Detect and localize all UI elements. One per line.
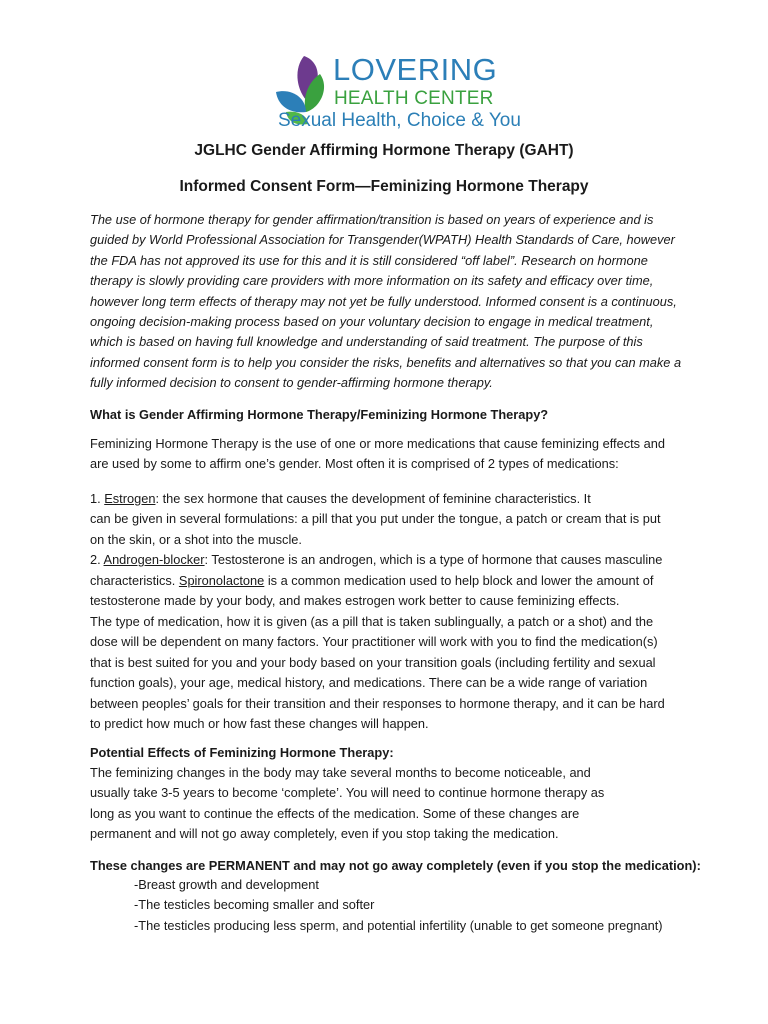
section-heading-potential-effects: Potential Effects of Feminizing Hormone Therapy:	[90, 745, 394, 760]
estrogen-term: Estrogen	[104, 491, 156, 506]
paragraph-line: The type of medication, how it is given (as a pill that is taken sublingually, a patch or a shot) and the	[90, 614, 654, 629]
list-item-estrogen: 1. Estrogen: the sex hormone that causes the development of feminine characteristics. It	[90, 491, 591, 506]
intro-line: informed consent form is to help you consider the risks, benefits and alternatives so that you can make a	[90, 354, 682, 370]
logo	[270, 50, 521, 140]
intro-line: which is based on having full knowledge and understanding of said treatment. The purpose of this	[90, 334, 643, 350]
list-item: -The testicles becoming smaller and softer	[134, 897, 375, 913]
paragraph-line: to predict how much or how fast these changes will happen.	[90, 716, 429, 732]
paragraph-line: dose will be dependent on many factors. Your practitioner will work with you to find the medication(s)	[90, 634, 658, 650]
intro-paragraph	[90, 210, 690, 394]
definition-line: are used by some to affirm one’s gender. Most often it is comprised of 2 types of medications:	[90, 456, 619, 472]
paragraph-line: long as you want to continue the effects of the medication. Some of these changes are	[90, 805, 580, 821]
definition-line: Feminizing Hormone Therapy is the use of one or more medications that cause feminizing effects and	[90, 436, 665, 451]
medication-list	[90, 489, 690, 611]
paragraph-line: permanent and will not go away completely, even if you stop taking the medication.	[90, 826, 559, 842]
permanent-changes-heading: These changes are PERMANENT and may not go away completely (even if you stop the medication):	[90, 858, 701, 873]
spironolactone-term: Spironolactone	[178, 572, 265, 588]
intro-line: fully informed decision to consent to gender-affirming hormone therapy.	[90, 375, 493, 391]
form-title: Informed Consent Form—Feminizing Hormone Therapy	[179, 178, 589, 195]
intro-line: guided by World Professional Association for Transgender(WPATH) Health Standards of Care, however	[90, 232, 675, 248]
list-item-line: can be given in several formulations: a pill that you put under the tongue, a patch or cream that is put	[90, 511, 661, 527]
medication-type-paragraph	[90, 612, 690, 734]
logo-tagline: Sexual Health, Choice & You	[278, 110, 521, 131]
paragraph-line: between peoples’ goals for their transition and their responses to hormone therapy, and it can be hard	[90, 695, 665, 711]
list-item: -Breast growth and development	[134, 877, 319, 892]
document-title: JGLHC Gender Affirming Hormone Therapy (GAHT)	[194, 142, 574, 159]
intro-line: the FDA has not approved its use for this and it is still considered “off label”. Research on hormone	[90, 252, 648, 268]
section-heading-what-is: What is Gender Affirming Hormone Therapy/Feminizing Hormone Therapy?	[90, 407, 549, 422]
intro-line: however long term effects of therapy may not yet be fully understood. Informed consent is a continuous,	[90, 293, 677, 309]
list-item-line: testosterone made by your body, and makes estrogen work better to cause feminizing effects.	[90, 593, 620, 609]
paragraph-line: The feminizing changes in the body may take several months to become noticeable, and	[90, 765, 591, 780]
list-item-androgen-blocker: 2. Androgen-blocker: Testosterone is an androgen, which is a type of hormone that causes masculine	[90, 552, 663, 568]
permanent-changes-list	[90, 875, 690, 936]
list-item-line: characteristics. Spironolactone is a common medication used to help block and lower the amount of	[90, 572, 654, 588]
paragraph-line: that is best suited for you and your body based on your transition goals (including fertility and sexual	[90, 654, 656, 670]
paragraph-line: function goals), your age, medical history, and medications. There can be a wide range of variation	[90, 675, 648, 691]
paragraph-line: usually take 3-5 years to become ‘complete’. You will need to continue hormone therapy as	[90, 785, 605, 801]
androgen-blocker-term: Androgen-blocker	[103, 552, 205, 568]
list-item-line: on the skin, or a shot into the muscle.	[90, 531, 302, 547]
potential-effects-paragraph	[90, 763, 690, 845]
list-item: -The testicles producing less sperm, and potential infertility (unable to get someone pregnant)	[134, 917, 663, 933]
intro-line: ongoing decision-making process based on your voluntary decision to engage in medical treatment,	[90, 314, 654, 330]
intro-line: The use of hormone therapy for gender affirmation/transition is based on years of experience and is	[90, 212, 654, 227]
intro-line: therapy is slowly providing care providers with more information on its safety and efficacy over time,	[90, 273, 654, 289]
definition-paragraph	[90, 434, 690, 475]
logo-name: LOVERING	[333, 52, 498, 87]
logo-subname: HEALTH CENTER	[334, 88, 494, 109]
